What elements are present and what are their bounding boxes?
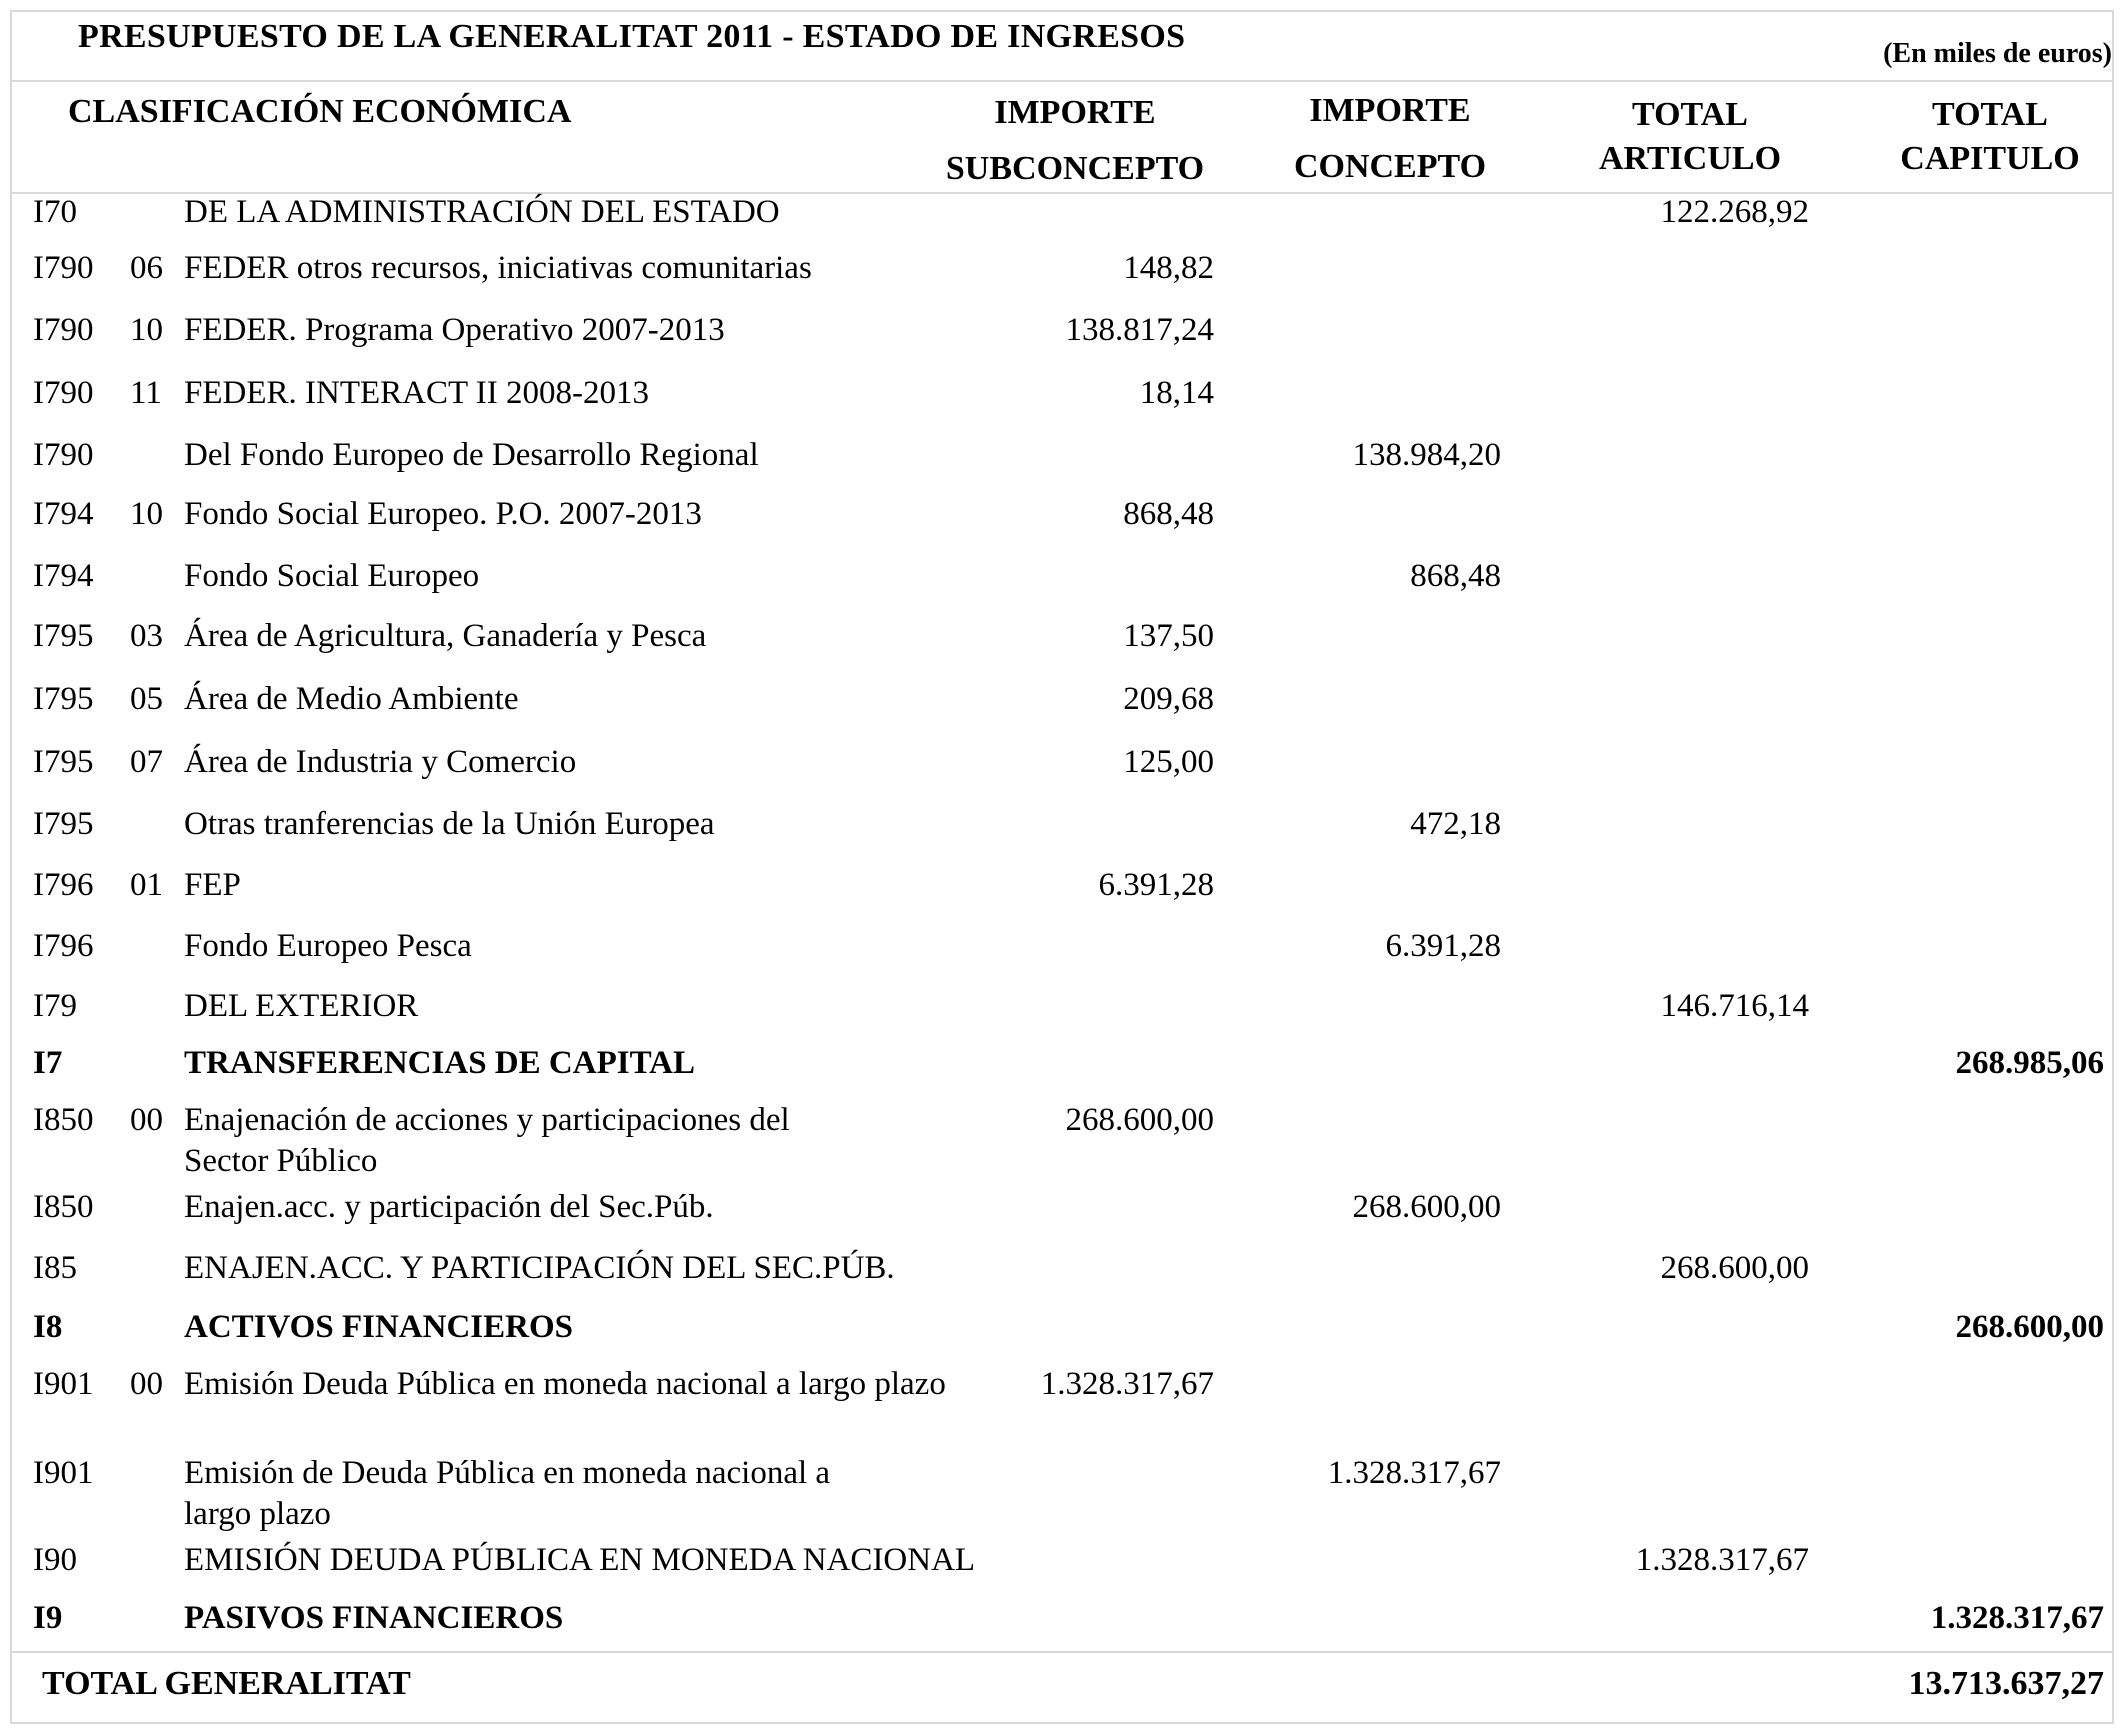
row-description: Fondo Europeo Pesca [184,928,472,964]
row-code: I79 [33,988,77,1024]
row-description: Emisión Deuda Pública en moneda nacional a largo plazo [184,1366,946,1402]
row-description: Área de Medio Ambiente [184,681,519,717]
row-description: Otras tranferencias de la Unión Europea [184,806,715,842]
row-description: Fondo Social Europeo. P.O. 2007-2013 [184,496,702,532]
row-importe-subconcepto: 1.328.317,67 [1040,1366,1214,1402]
row-description: FEDER otros recursos, iniciativas comunitarias [184,250,812,286]
row-description: TRANSFERENCIAS DE CAPITAL [184,1045,695,1081]
row-subcode: 03 [130,618,163,654]
row-code: I795 [33,618,94,654]
row-description: Área de Industria y Comercio [184,744,577,780]
row-description: FEDER. INTERACT II 2008-2013 [184,375,650,411]
row-code: I90 [33,1542,77,1578]
row-description: FEP [184,867,241,903]
row-code: I790 [33,375,94,411]
row-code: I850 [33,1102,94,1138]
row-description: FEDER. Programa Operativo 2007-2013 [184,312,725,348]
row-importe-concepto: 868,48 [1410,558,1501,594]
row-code: I795 [33,681,94,717]
row-code: I790 [33,250,94,286]
row-description: PASIVOS FINANCIEROS [184,1600,564,1636]
row-description: Enajenación de acciones y participaciones del Sector Público [184,1102,790,1179]
row-code: I795 [33,806,94,842]
row-code: I795 [33,744,94,780]
row-subcode: 10 [130,496,163,532]
row-code: I790 [33,437,94,473]
row-total-capitulo: 1.328.317,67 [1930,1600,2104,1636]
row-importe-concepto: 268.600,00 [1352,1189,1501,1225]
row-code: I850 [33,1189,94,1225]
col-header-subconcepto: IMPORTE SUBCONCEPTO [945,94,1205,187]
row-code: I790 [33,312,94,348]
row-total-capitulo: 268.985,06 [1955,1045,2104,1081]
row-code: I796 [33,928,94,964]
row-description: ENAJEN.ACC. Y PARTICIPACIÓN DEL SEC.PÚB. [184,1250,895,1286]
row-subcode: 11 [130,375,162,411]
total-divider [10,1651,2114,1653]
row-subcode: 06 [130,250,163,286]
col-header-clasificacion: CLASIFICACIÓN ECONÓMICA [68,93,572,130]
row-code: I901 [33,1455,94,1491]
unit-note: (En miles de euros) [1883,38,2112,69]
row-importe-subconcepto: 138.817,24 [1065,312,1214,348]
row-importe-subconcepto: 209,68 [1123,681,1214,717]
row-description: Del Fondo Europeo de Desarrollo Regional [184,437,759,473]
row-importe-concepto: 472,18 [1410,806,1501,842]
row-subcode: 10 [130,312,163,348]
row-description: ACTIVOS FINANCIEROS [184,1309,573,1345]
row-code: I901 [33,1366,94,1402]
row-description: Fondo Social Europeo [184,558,480,594]
row-code: I9 [33,1600,63,1636]
title-divider [10,80,2114,82]
row-code: I794 [33,558,94,594]
row-description: DE LA ADMINISTRACIÓN DEL ESTADO [184,194,780,230]
col-header-concepto: IMPORTE CONCEPTO [1293,92,1487,185]
row-importe-concepto: 1.328.317,67 [1327,1455,1501,1491]
total-label: TOTAL GENERALITAT [42,1665,411,1702]
row-code: I796 [33,867,94,903]
col-header-capitulo: TOTAL CAPITULO [1900,96,2080,177]
row-total-articulo: 1.328.317,67 [1635,1542,1809,1578]
row-description: EMISIÓN DEUDA PÚBLICA EN MONEDA NACIONAL [184,1542,976,1578]
row-code: I70 [33,194,77,230]
row-importe-concepto: 6.391,28 [1385,928,1501,964]
row-description: Área de Agricultura, Ganadería y Pesca [184,618,707,654]
row-total-articulo: 122.268,92 [1660,194,1809,230]
row-total-capitulo: 268.600,00 [1955,1309,2104,1345]
row-subcode: 07 [130,744,163,780]
row-total-articulo: 146.716,14 [1660,988,1809,1024]
document-title: PRESUPUESTO DE LA GENERALITAT 2011 - ESTADO DE INGRESOS [78,18,1186,55]
row-code: I85 [33,1250,77,1286]
row-importe-subconcepto: 6.391,28 [1098,867,1214,903]
total-value: 13.713.637,27 [1908,1665,2104,1702]
row-description: Emisión de Deuda Pública en moneda nacional a largo plazo [184,1455,831,1532]
row-subcode: 00 [130,1366,163,1402]
row-importe-subconcepto: 268.600,00 [1065,1102,1214,1138]
row-code: I794 [33,496,94,532]
row-subcode: 00 [130,1102,163,1138]
row-importe-subconcepto: 137,50 [1123,618,1214,654]
row-code: I7 [33,1045,63,1081]
row-importe-subconcepto: 868,48 [1123,496,1214,532]
row-code: I8 [33,1309,63,1345]
row-importe-concepto: 138.984,20 [1352,437,1501,473]
row-subcode: 01 [130,867,163,903]
row-description: DEL EXTERIOR [184,988,419,1024]
row-subcode: 05 [130,681,163,717]
row-importe-subconcepto: 18,14 [1139,375,1214,411]
row-importe-subconcepto: 125,00 [1123,744,1214,780]
row-importe-subconcepto: 148,82 [1123,250,1214,286]
col-header-articulo: TOTAL ARTICULO [1598,96,1782,177]
row-description: Enajen.acc. y participación del Sec.Púb. [184,1189,714,1225]
row-total-articulo: 268.600,00 [1660,1250,1809,1286]
